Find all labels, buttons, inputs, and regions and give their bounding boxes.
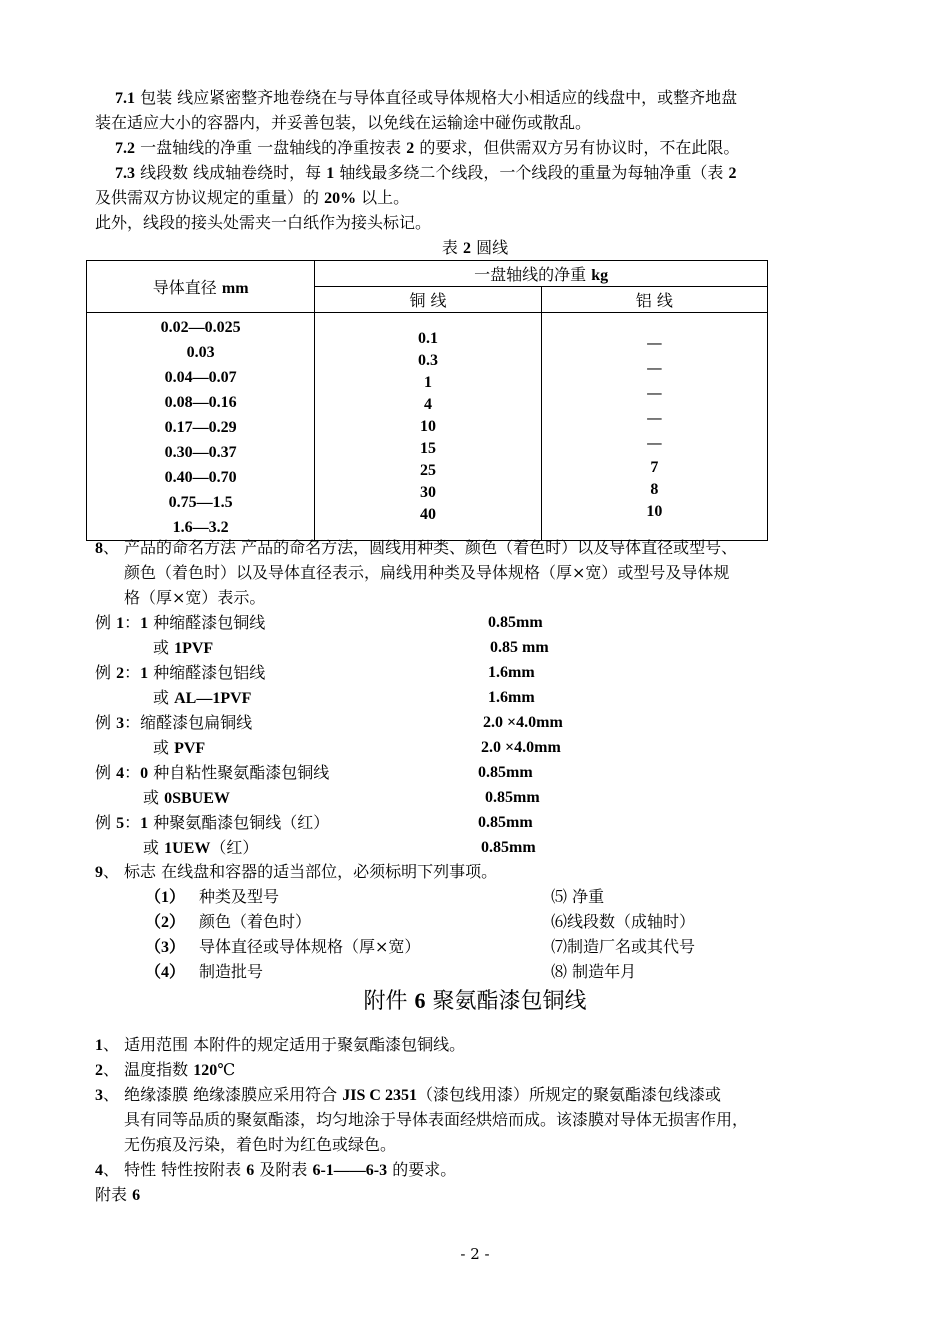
section-9-text: 标志 在线盘和容器的适当部位，必须标明下列事项。: [124, 862, 498, 881]
diameter-value: 0.04—0.07: [164, 369, 237, 386]
annex-6-para-4: 4、 特性 特性按附表 6 及附表 6-1——6-3 的要求。: [95, 1160, 457, 1179]
copper-value: 30: [420, 483, 437, 501]
annex-6-title: 附件 6 聚氨酯漆包铜线: [363, 988, 587, 1014]
para-7-1-number: 7.1: [115, 90, 135, 107]
appendix-table-6-label: 附表 6: [95, 1185, 141, 1204]
para-7-1-cont: 装在适应大小的容器内，并妥善包装，以免线在运输途中碰伤或散乱。: [95, 113, 592, 132]
aluminum-dash: —: [646, 408, 663, 427]
aluminum-dash: —: [646, 333, 663, 352]
copper-value: 4: [424, 395, 433, 413]
example-3-value: 2.0 ×4.0mm: [483, 714, 563, 731]
example-2-value: 1.6mm: [488, 664, 535, 681]
table-2-caption: 表 2 圆线: [441, 238, 509, 257]
annex-6-para-1: 1、 适用范围 本附件的规定适用于聚氨酯漆包铜线。: [95, 1035, 466, 1054]
marking-item: （3） 导体直径或导体规格（厚×宽）: [145, 937, 421, 956]
example-4-alt-value: 0.85mm: [485, 789, 540, 806]
marking-item: （1） 种类及型号: [145, 887, 280, 906]
header-conductor-diameter: 导体直径 mm: [87, 261, 315, 313]
table-2: [86, 260, 768, 541]
cell-diameters: [87, 313, 315, 541]
example-4: 例 4：0 种自粘性聚氨酯漆包铜线: [95, 763, 330, 782]
copper-value: 40: [420, 505, 437, 523]
copper-value: 1: [424, 373, 433, 391]
example-5-alt: 或 1UEW（红）: [143, 838, 259, 857]
copper-value: 15: [420, 439, 437, 457]
example-5-value: 0.85mm: [478, 814, 533, 831]
example-1: 例 1：1 种缩醛漆包铜线: [95, 613, 266, 632]
aluminum-value: 10: [646, 503, 663, 520]
para-7-3-cont: 及供需双方协议规定的重量）的 20% 以上。: [95, 188, 410, 207]
cell-aluminum-weights: [541, 313, 767, 541]
example-2-alt-value: 1.6mm: [488, 689, 535, 706]
diameter-list: [87, 315, 314, 540]
aluminum-list: [542, 457, 767, 523]
copper-value: 0.1: [418, 329, 439, 347]
section-9-number: 9、: [95, 862, 120, 881]
example-1-alt-value: 0.85 mm: [490, 639, 549, 656]
aluminum-dash: —: [646, 383, 663, 402]
section-8-line3: 格（厚×宽）表示。: [124, 588, 266, 607]
header-aluminum: 铝 线: [541, 287, 767, 313]
copper-list: [315, 328, 540, 526]
marking-item: （4） 制造批号: [145, 962, 264, 981]
example-3: 例 3：缩醛漆包扁铜线: [95, 713, 253, 732]
annex-6-para-3-line3: 无伤痕及污染，着色时为红色或绿色。: [124, 1135, 397, 1154]
diameter-value: 0.30—0.37: [164, 444, 237, 461]
copper-value: 0.3: [418, 351, 439, 369]
example-3-alt: 或 PVF: [153, 738, 206, 757]
para-7-1: 7.1 包装 线应紧密整齐地卷绕在与导体直径或导体规格大小相适应的线盘中，或整齐地盘: [115, 88, 738, 107]
diameter-value: 1.6—3.2: [172, 519, 229, 536]
example-4-value: 0.85mm: [478, 764, 533, 781]
header-copper: 铜 线: [315, 287, 541, 313]
aluminum-dash: —: [646, 433, 663, 452]
example-1-value: 0.85mm: [488, 614, 543, 631]
annex-6-para-3-line2: 具有同等品质的聚氨酯漆，均匀地涂于导体表面经烘焙而成。该漆膜对导体无损害作用，: [124, 1110, 749, 1129]
marking-item: ⑻ 制造年月: [551, 962, 637, 981]
diameter-value: 0.03: [186, 344, 215, 361]
aluminum-value: 8: [650, 481, 659, 498]
example-3-alt-value: 2.0 ×4.0mm: [481, 739, 561, 756]
diameter-value: 0.02—0.025: [160, 319, 241, 336]
annex-6-para-3: 3、 绝缘漆膜 绝缘漆膜应采用符合 JIS C 2351（漆包线用漆）所规定的聚氨酯漆包线漆或: [95, 1085, 721, 1104]
header-net-weight: 一盘轴线的净重 kg: [315, 261, 768, 287]
page-number: - 2 -: [460, 1245, 490, 1263]
marking-item: ⑸ 净重: [551, 887, 605, 906]
annex-6-para-2: 2、 温度指数 120℃: [95, 1060, 236, 1079]
aluminum-value: 7: [650, 459, 659, 476]
aluminum-dash: —: [646, 358, 663, 377]
diameter-value: 0.17—0.29: [164, 419, 237, 436]
cell-copper-weights: [315, 313, 541, 541]
aluminum-dash-list: [542, 330, 767, 455]
diameter-value: 0.75—1.5: [168, 494, 233, 511]
section-8-line1: 产品的命名方法 产品的命名方法，圆线用种类、颜色（着色时）以及导体直径或型号、: [124, 538, 738, 557]
para-7-2: 7.2 一盘轴线的净重 一盘轴线的净重按表 2 的要求，但供需双方另有协议时，不在此限。: [115, 138, 740, 157]
section-8-number: 8、: [95, 538, 120, 557]
diameter-value: 0.08—0.16: [164, 394, 237, 411]
example-4-alt: 或 0SBUEW: [143, 788, 230, 807]
marking-item: ⑹线段数（成轴时）: [551, 912, 696, 931]
example-5: 例 5：1 种聚氨酯漆包铜线（红）: [95, 813, 330, 832]
para-7-3: 7.3 线段数 线成轴卷绕时，每 1 轴线最多绕二个线段，一个线段的重量为每轴净重（表 2: [115, 163, 737, 182]
marking-item: （2） 颜色（着色时）: [145, 912, 312, 931]
copper-value: 10: [420, 417, 437, 435]
example-2-alt: 或 AL—1PVF: [153, 688, 252, 707]
diameter-value: 0.40—0.70: [164, 469, 237, 486]
example-2: 例 2：1 种缩醛漆包铝线: [95, 663, 266, 682]
section-8-line2: 颜色（着色时）以及导体直径表示，扁线用种类及导体规格（厚×宽）或型号及导体规: [124, 563, 730, 582]
marking-item: ⑺制造厂名或其代号: [551, 937, 696, 956]
example-1-alt: 或 1PVF: [153, 638, 214, 657]
copper-value: 25: [420, 461, 437, 479]
example-5-alt-value: 0.85mm: [481, 839, 536, 856]
para-7-3-note: 此外，线段的接头处需夹一白纸作为接头标记。: [95, 213, 432, 232]
